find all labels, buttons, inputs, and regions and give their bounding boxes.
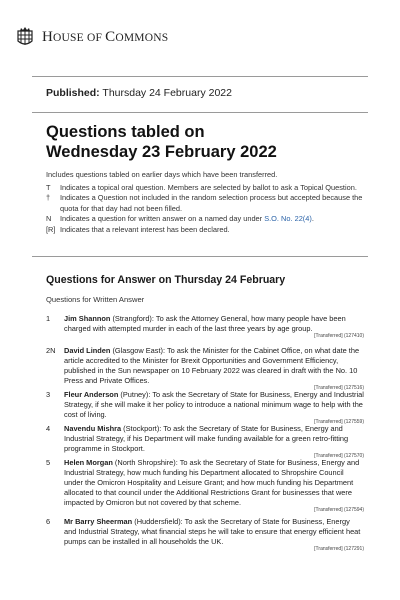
question-number: 2N	[46, 346, 56, 355]
member-name: Helen Morgan	[64, 458, 113, 467]
question-reference: [Transferred] (127594)	[314, 507, 364, 513]
member-name: David Linden	[64, 346, 111, 355]
portcullis-icon	[16, 27, 34, 48]
divider	[32, 76, 368, 77]
question-reference: [Transferred] (127516)	[314, 385, 364, 391]
legend-item-relevant-interest: [R] Indicates that a relevant interest has been declared.	[46, 224, 230, 234]
standing-order-link[interactable]: S.O. No. 22(4)	[264, 214, 312, 224]
question-number: 3	[46, 390, 51, 399]
member-name: Navendu Mishra	[64, 424, 122, 433]
published-label: Published:	[46, 87, 100, 99]
published-value: Thursday 24 February 2022	[99, 87, 232, 99]
page-title: Questions tabled on Wednesday 23 February 2022	[46, 123, 277, 161]
divider	[32, 112, 368, 113]
member-name: Jim Shannon	[64, 314, 111, 323]
legend-item-topical: T Indicates a topical oral question. Members are selected by ballot to ask a Topical Question.	[46, 183, 357, 192]
member-name: Mr Barry Sheerman	[64, 517, 133, 526]
published-date	[46, 87, 232, 99]
house-name: HOUSE OF COMMONS	[42, 28, 169, 45]
legend-item-dagger: † Indicates a Question not included in the random selection process but accepted because the quota for that day had not been filled.	[46, 193, 363, 213]
question-item: 5 Helen Morgan (North Shropshire): To ask the Secretary of State for Business, Energy and Industrial Strategy, how much funding his Department allocated to Shropshire Council under the Omicron Hospitality and Leisure Grant; and how much funding his Department allocated to that council under the Additional Restrictions Grant for businesses that were impacted by Omicron but not covered by that scheme. [Transferred] (127594)	[46, 458, 364, 513]
question-reference: [Transferred] (127559)	[314, 419, 364, 425]
question-item: 3 Fleur Anderson (Putney): To ask the Secretary of State for Business, Energy and Industrial Strategy, if she will make it her policy to introduce a national minimum wage to help with the cost of living. [Transferred] (127559)	[46, 390, 364, 425]
member-name: Fleur Anderson	[64, 390, 119, 399]
question-reference: [Transferred] (127410)	[314, 333, 364, 339]
question-item: 1 Jim Shannon (Strangford): To ask the Attorney General, how many people have been charged with attempted murder in each of the last three years by age group. [Transferred] (127410)	[46, 314, 364, 339]
symbol-legend	[46, 183, 366, 235]
divider	[32, 256, 368, 257]
legend-item-named-day: N Indicates a question for written answer on a named day under S.O. No. 22(4).	[46, 214, 314, 224]
house-of-commons-header	[16, 26, 168, 48]
question-number: 5	[46, 458, 51, 467]
question-item: 6 Mr Barry Sheerman (Huddersfield): To ask the Secretary of State for Business, Energy and Industrial Strategy, what financial steps he will take to ensure that energy efficient heat pumps can be installed in all households the UK. [Transferred] (127291)	[46, 517, 364, 552]
includes-note: Includes questions tabled on earlier days which have been transferred.	[46, 170, 278, 179]
question-item: 4 Navendu Mishra (Stockport): To ask the Secretary of State for Business, Energy and Industrial Strategy, if his Department will make funding available for a green retro-fitting programme in Stockport. [Transferred] (127570)	[46, 424, 364, 459]
question-item: 2N David Linden (Glasgow East): To ask the Minister for the Cabinet Office, on what date the article accredited to the Minister for Brexit Opportunities and Government Efficiency, published in the Sun newspaper on 10 February 2022 was cleared in draft with the No. 10 Press and Private Offices. [Transferred] (127516)	[46, 346, 364, 391]
question-reference: [Transferred] (127570)	[314, 453, 364, 459]
section-title: Questions for Answer on Thursday 24 February	[46, 274, 286, 286]
subsection-title: Questions for Written Answer	[46, 295, 145, 304]
question-reference: [Transferred] (127291)	[314, 546, 364, 552]
question-number: 4	[46, 424, 51, 433]
question-number: 1	[46, 314, 51, 323]
question-number: 6	[46, 517, 51, 526]
